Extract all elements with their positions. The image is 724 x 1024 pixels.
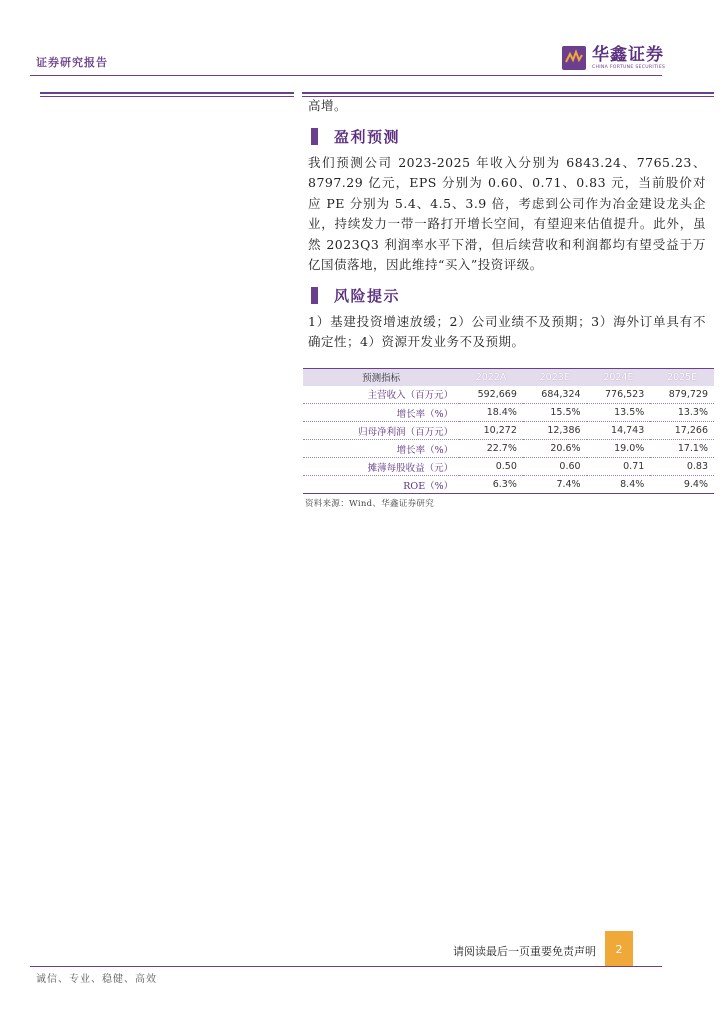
section-title: 盈利预测	[334, 128, 401, 146]
report-type-label: 证券研究报告	[36, 56, 108, 69]
table-header-cell: 2025E	[650, 369, 714, 386]
table-cell: 10,272	[459, 422, 523, 440]
forecast-table	[303, 368, 714, 494]
table-cell: 9.4%	[650, 476, 714, 494]
table-cell: 20.6%	[523, 440, 587, 458]
company-logo	[562, 46, 665, 70]
row-label: 主营收入（百万元）	[303, 386, 459, 404]
row-label: 摊薄每股收益（元）	[303, 458, 459, 476]
logo-name-en: CHINA FORTUNE SECURITIES	[592, 65, 666, 70]
risk-paragraph: 1）基建投资增速放缓；2）公司业绩不及预期；3）海外订单具有不确定性；4）资源开发业务不及预期。	[308, 313, 706, 349]
table-cell: 13.3%	[650, 404, 714, 422]
header-divider	[30, 75, 662, 76]
table-header-row	[303, 369, 714, 386]
company-motto: 诚信、专业、稳健、高效	[36, 974, 157, 985]
row-label: 归母净利润（百万元）	[303, 422, 459, 440]
table-cell: 13.5%	[587, 404, 651, 422]
table-row	[303, 476, 714, 494]
table-cell: 879,729	[650, 386, 714, 404]
sidebar-rule	[40, 92, 294, 97]
row-label: ROE（%）	[303, 476, 459, 494]
table-row	[303, 404, 714, 422]
table-cell: 6.3%	[459, 476, 523, 494]
table-cell: 22.7%	[459, 440, 523, 458]
intro-tail-text: 高增。	[308, 98, 348, 113]
table-cell: 14,743	[587, 422, 651, 440]
disclaimer-link[interactable]: 请阅读最后一页重要免责声明	[453, 945, 596, 958]
table-cell: 15.5%	[523, 404, 587, 422]
table-row	[303, 422, 714, 440]
section-title: 风险提示	[334, 287, 401, 305]
table-cell: 8.4%	[587, 476, 651, 494]
table-cell: 17,266	[650, 422, 714, 440]
table-cell: 0.50	[459, 458, 523, 476]
table-cell: 0.83	[650, 458, 714, 476]
table-header-cell: 预测指标	[303, 369, 459, 386]
section-marker-icon	[311, 287, 318, 304]
section-marker-icon	[311, 128, 318, 145]
logo-mark-icon	[562, 46, 586, 70]
table-cell: 776,523	[587, 386, 651, 404]
table-row	[303, 458, 714, 476]
main-content	[308, 96, 706, 353]
page-number-badge: 2	[605, 931, 633, 967]
section-heading-forecast	[308, 125, 706, 149]
table-header-cell: 2022A	[459, 369, 523, 386]
table-cell: 592,669	[459, 386, 523, 404]
table-source-note: 资料来源：Wind、华鑫证券研究	[305, 499, 435, 509]
table-cell: 18.4%	[459, 404, 523, 422]
table-cell: 684,324	[523, 386, 587, 404]
table-cell: 0.60	[523, 458, 587, 476]
table-cell: 12,386	[523, 422, 587, 440]
table-cell: 7.4%	[523, 476, 587, 494]
table-header-cell: 2023E	[523, 369, 587, 386]
table-header-cell: 2024E	[587, 369, 651, 386]
table-row	[303, 386, 714, 404]
logo-name-cn: 华鑫证券	[592, 45, 664, 65]
table-cell: 17.1%	[650, 440, 714, 458]
table-cell: 0.71	[587, 458, 651, 476]
row-label: 增长率（%）	[303, 404, 459, 422]
row-label: 增长率（%）	[303, 440, 459, 458]
section-heading-risk	[308, 284, 706, 308]
table-cell: 19.0%	[587, 440, 651, 458]
table-row	[303, 440, 714, 458]
forecast-paragraph: 我们预测公司 2023-2025 年收入分别为 6843.24、7765.23、8797.29 亿元，EPS 分别为 0.60、0.71、0.83 元，当前股价对应 PE 分别为 5.4、4.5、3.9 倍，考虑到公司作为冶金建设龙头企业，持续发力一带一路打开增长空间，有望迎来估值提升。此外，虽然 2023Q3 利润率水平下滑，但后续营收和利润都均有望受益于万亿国债落地，因此维持“买入”投资评级。	[308, 154, 706, 272]
footer-divider	[30, 966, 662, 967]
